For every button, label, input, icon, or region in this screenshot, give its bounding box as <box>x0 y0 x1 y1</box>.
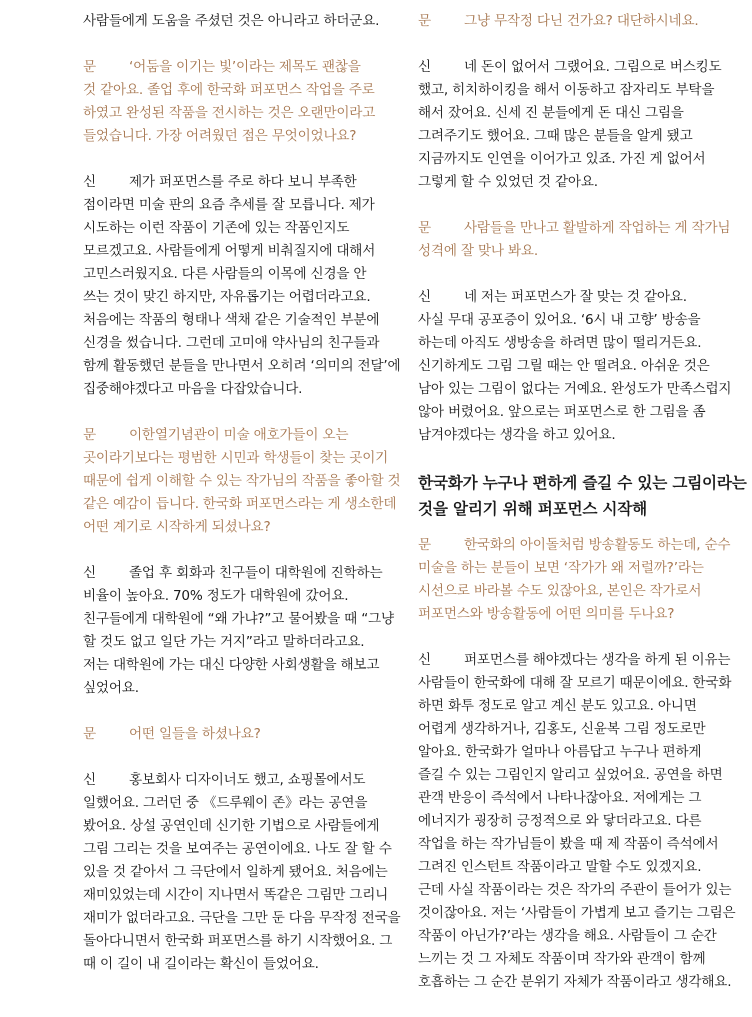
line-text: 그렇게 할 수 있었던 것 같아요. <box>418 174 598 190</box>
line-text: 지금까지도 인연을 이어가고 있죠. 가진 게 없어서 <box>418 151 706 167</box>
line-text: 에너지가 굉장히 긍정적으로 와 닿더라고요. 다른 <box>418 813 702 829</box>
line-text: 점이라면 미술 판의 요즘 추세를 잘 모릅니다. 제가 <box>83 197 375 213</box>
text-line <box>418 879 736 902</box>
interviewee-label: 신 <box>418 59 431 75</box>
question-paragraph <box>83 424 401 539</box>
line-text: 남겨야겠다는 생각을 하고 있어요. <box>418 427 616 443</box>
text-line <box>83 585 401 608</box>
text-line <box>418 810 736 833</box>
text-line <box>418 309 736 332</box>
line-text: 근데 사실 작품이라는 것은 작가의 주관이 들어가 있는 <box>418 882 732 898</box>
text-line <box>418 718 736 741</box>
interviewee-label: 신 <box>83 174 96 190</box>
line-text: 신경을 썼습니다. 그런데 고미애 약사님의 친구들과 <box>83 335 380 351</box>
line-text: 시선으로 바라볼 수도 있잖아요, 본인은 작가로서 <box>418 583 702 599</box>
line-text: 있을 것 같아서 그 극단에서 일하게 됐어요. 처음에는 <box>83 864 388 880</box>
question-paragraph <box>83 723 401 746</box>
text-line <box>418 833 736 856</box>
line-text: 작업을 하는 작가님들이 봤을 때 제 작품이 즉석에서 <box>418 836 719 852</box>
question-paragraph <box>418 10 736 33</box>
answer-paragraph <box>83 562 401 700</box>
line-text: 남아 있는 그림이 없다는 거예요. 완성도가 만족스럽지 <box>418 381 732 397</box>
line-text: 시도하는 이런 작품이 기존에 있는 작품인지도 <box>83 220 350 236</box>
line-text: 성격에 잘 맞나 봐요. <box>418 243 538 259</box>
line-text: 사람들이 한국화에 대해 잘 모르기 때문이에요. 한국화 <box>418 675 732 691</box>
text-line <box>418 217 736 240</box>
right-column-top <box>418 10 736 447</box>
text-line <box>83 631 401 654</box>
line-text: 않아 버렸어요. 앞으로는 퍼포먼스로 한 그림을 좀 <box>418 404 706 420</box>
line-text: 하면 화투 정도로 알고 계신 분도 있고요. 아니면 <box>418 698 697 714</box>
text-line <box>418 925 736 948</box>
text-line <box>418 401 736 424</box>
text-line <box>83 10 401 33</box>
text-line <box>418 56 736 79</box>
line-text: 홍보회사 디자이너도 했고, 쇼핑몰에서도 <box>129 772 366 788</box>
answer-paragraph <box>418 286 736 447</box>
line-text: 그려진 인스턴트 작품이라고 말할 수도 있겠지요. <box>418 859 702 875</box>
line-text: 미술을 하는 분들이 보면 ‘작가가 왜 저럴까?’라는 <box>418 560 704 576</box>
text-line <box>83 447 401 470</box>
line-text: 하는데 아직도 생방송을 하려면 많이 떨리거든요. <box>418 335 702 351</box>
line-text: 것 같아요. 졸업 후에 한국화 퍼포먼스 작업을 주로 <box>83 82 375 98</box>
line-text: 어떤 계기로 시작하게 되셨나요? <box>83 519 271 535</box>
question-paragraph <box>418 217 736 263</box>
line-text: 집중해야겠다고 마음을 다잡았습니다. <box>83 381 303 397</box>
text-line <box>418 787 736 810</box>
text-line <box>83 769 401 792</box>
text-line <box>83 792 401 815</box>
line-text: 재미있었는데 시간이 지나면서 똑같은 그림만 그리니 <box>83 887 389 903</box>
line-text: 모르겠고요. 사람들에게 어떻게 비춰질지에 대해서 <box>83 243 376 259</box>
question-paragraph <box>418 534 736 626</box>
answer-paragraph <box>83 10 401 33</box>
text-line <box>83 309 401 332</box>
line-text: 해서 잤어요. 신세 진 분들에게 돈 대신 그림을 <box>418 105 684 121</box>
text-line <box>418 856 736 879</box>
line-text: 재미가 없더라고요. 극단을 그만 둔 다음 무작정 전국을 <box>83 910 401 926</box>
text-line <box>83 263 401 286</box>
text-line <box>418 764 736 787</box>
line-text: 느끼는 것 그 자체도 작품이며 작가와 관객이 함께 <box>418 951 706 967</box>
line-text: 저는 대학원에 가는 대신 다양한 사회생활을 해보고 <box>83 657 380 673</box>
interviewer-label: 문 <box>83 59 96 75</box>
line-text: 고민스러웠지요. 다른 사람들의 이목에 신경을 안 <box>83 266 367 282</box>
text-line <box>418 741 736 764</box>
text-line <box>418 355 736 378</box>
text-line <box>418 240 736 263</box>
line-text: 제가 퍼포먼스를 주로 하다 보니 부족한 <box>129 174 357 190</box>
text-line <box>83 562 401 585</box>
text-line <box>418 378 736 401</box>
text-line <box>418 695 736 718</box>
text-line <box>418 125 736 148</box>
interviewer-label: 문 <box>83 726 96 742</box>
line-text: 싶었어요. <box>83 680 139 696</box>
interviewer-label: 문 <box>418 537 431 553</box>
line-text: 처음에는 작품의 형태나 색채 같은 기술적인 부분에 <box>83 312 380 328</box>
line-text: 졸업 후 회화과 친구들이 대학원에 진학하는 <box>129 565 383 581</box>
right-column <box>418 10 747 1017</box>
section-heading-line: 한국화가 누구나 편하게 즐길 수 있는 그림이라는 <box>418 474 747 492</box>
text-line <box>83 355 401 378</box>
text-line <box>418 603 736 626</box>
text-line <box>418 557 736 580</box>
line-text: 그려주기도 했어요. 그때 많은 분들을 알게 됐고 <box>418 128 693 144</box>
line-text: 퍼포먼스와 방송활동에 어떤 의미를 두나요? <box>418 606 675 622</box>
text-line <box>418 148 736 171</box>
line-text: 어렵게 생각하거나, 김홍도, 신윤복 그림 정도로만 <box>418 721 706 737</box>
text-line <box>83 677 401 700</box>
text-line <box>418 102 736 125</box>
text-line <box>83 125 401 148</box>
section-heading <box>418 470 747 522</box>
text-line <box>418 424 736 447</box>
interviewee-label: 신 <box>418 289 431 305</box>
line-text: 작품이 아닌가?’라는 생각을 해요. 사람들이 그 순간 <box>418 928 717 944</box>
text-line <box>83 102 401 125</box>
line-text: 신기하게도 그림 그릴 때는 안 떨려요. 아쉬운 것은 <box>418 358 710 374</box>
text-line <box>83 930 401 953</box>
text-line <box>418 971 736 994</box>
text-line <box>83 608 401 631</box>
text-line <box>83 861 401 884</box>
answer-paragraph <box>83 171 401 401</box>
text-line <box>418 10 736 33</box>
text-line <box>418 580 736 603</box>
line-text: 네 돈이 없어서 그랬어요. 그림으로 버스킹도 <box>464 59 722 75</box>
text-line <box>83 493 401 516</box>
line-text: 할 것도 없고 일단 가는 거지”라고 말하더라고요. <box>83 634 365 650</box>
line-text: 비율이 높아요. 70% 정도가 대학원에 갔어요. <box>83 588 349 604</box>
line-text: 관객 반응이 즉석에서 나타나잖아요. 저에게는 그 <box>418 790 702 806</box>
question-paragraph <box>83 56 401 148</box>
line-text: 호흡하는 그 순간 분위기 자체가 작품이라고 생각해요. <box>418 974 732 990</box>
answer-paragraph <box>83 769 401 976</box>
text-line <box>83 286 401 309</box>
text-line <box>418 79 736 102</box>
line-text: 같은 예감이 듭니다. 한국화 퍼포먼스라는 게 생소한데 <box>83 496 397 512</box>
text-line <box>83 332 401 355</box>
line-text: 곳이라기보다는 평범한 시민과 학생들이 찾는 곳이기 <box>83 450 389 466</box>
line-text: 것이잖아요. 저는 ‘사람들이 가볍게 보고 즐기는 그림은 <box>418 905 736 921</box>
text-line <box>83 907 401 930</box>
line-text: 때 이 길이 내 길이라는 확신이 들었어요. <box>83 956 319 972</box>
text-line <box>83 953 401 976</box>
line-text: 한국화의 아이돌처럼 방송활동도 하는데, 순수 <box>464 537 731 553</box>
interviewer-label: 문 <box>418 13 431 29</box>
text-line <box>83 194 401 217</box>
interviewee-label: 신 <box>83 772 96 788</box>
line-text: 즐길 수 있는 그림인지 알리고 싶었어요. 공연을 하면 <box>418 767 723 783</box>
answer-paragraph <box>418 649 736 994</box>
text-line <box>83 171 401 194</box>
text-line <box>418 649 736 672</box>
line-text: 사람들에게 도움을 주셨던 것은 아니라고 하더군요. <box>83 13 380 29</box>
section-heading-line: 것을 알리기 위해 퍼포먼스 시작해 <box>418 500 648 518</box>
text-line <box>83 240 401 263</box>
line-text: 그냥 무작정 다닌 건가요? 대단하시네요. <box>464 13 699 29</box>
line-text: 어떤 일들을 하셨나요? <box>129 726 261 742</box>
line-text: 돌아다니면서 한국화 퍼포먼스를 하기 시작했어요. 그 <box>83 933 393 949</box>
line-text: 퍼포먼스를 해야겠다는 생각을 하게 된 이유는 <box>464 652 731 668</box>
line-text: 알아요. 한국화가 얼마나 아름답고 누구나 편하게 <box>418 744 702 760</box>
answer-paragraph <box>418 56 736 194</box>
line-text: 사실 무대 공포증이 있어요. ‘6시 내 고향’ 방송을 <box>418 312 701 328</box>
line-text: 봤어요. 상설 공연인데 신기한 기법으로 사람들에게 <box>83 818 380 834</box>
left-column <box>83 10 401 999</box>
line-text: 쓰는 것이 맞긴 하지만, 자유롭기는 어렵더라고요. <box>83 289 371 305</box>
line-text: 친구들에게 대학원에 “왜 가냐?”고 물어봤을 때 “그냥 <box>83 611 394 627</box>
text-line <box>83 378 401 401</box>
text-line <box>83 723 401 746</box>
text-line <box>83 424 401 447</box>
text-line <box>83 654 401 677</box>
text-line <box>83 470 401 493</box>
line-text: 들었습니다. 가장 어려웠던 점은 무엇이었나요? <box>83 128 357 144</box>
line-text: 이한열기념관이 미술 애호가들이 오는 <box>129 427 349 443</box>
text-line <box>83 516 401 539</box>
text-line <box>83 217 401 240</box>
text-line <box>83 838 401 861</box>
text-line <box>83 884 401 907</box>
text-line <box>418 902 736 925</box>
line-text: 사람들을 만나고 활발하게 작업하는 게 작가님 <box>464 220 731 236</box>
text-line <box>83 815 401 838</box>
interviewee-label: 신 <box>83 565 96 581</box>
right-column-bottom <box>418 534 736 994</box>
line-text: 일했어요. 그러던 중 《드루웨이 존》라는 공연을 <box>83 795 368 811</box>
interviewee-label: 신 <box>418 652 431 668</box>
text-line <box>418 948 736 971</box>
line-text: 함께 활동했던 분들을 만나면서 오히려 ‘의미의 전달’에 <box>83 358 401 374</box>
line-text: 그림 그리는 것을 보여주는 공연이에요. 나도 잘 할 수 <box>83 841 392 857</box>
text-line <box>418 332 736 355</box>
line-text: 하였고 완성된 작품을 전시하는 것은 오랜만이라고 <box>83 105 376 121</box>
text-line <box>83 79 401 102</box>
line-text: ‘어둠을 이기는 빛’이라는 제목도 괜찮을 <box>129 59 361 75</box>
text-line <box>418 286 736 309</box>
interviewer-label: 문 <box>418 220 431 236</box>
text-line <box>418 171 736 194</box>
text-line <box>418 534 736 557</box>
interviewer-label: 문 <box>83 427 96 443</box>
line-text: 네 저는 퍼포먼스가 잘 맞는 것 같아요. <box>464 289 687 305</box>
line-text: 때문에 쉽게 이해할 수 있는 작가님의 작품을 좋아할 것 <box>83 473 401 489</box>
text-line <box>83 56 401 79</box>
text-line <box>418 672 736 695</box>
line-text: 했고, 히치하이킹을 해서 이동하고 잠자리도 부탁을 <box>418 82 715 98</box>
